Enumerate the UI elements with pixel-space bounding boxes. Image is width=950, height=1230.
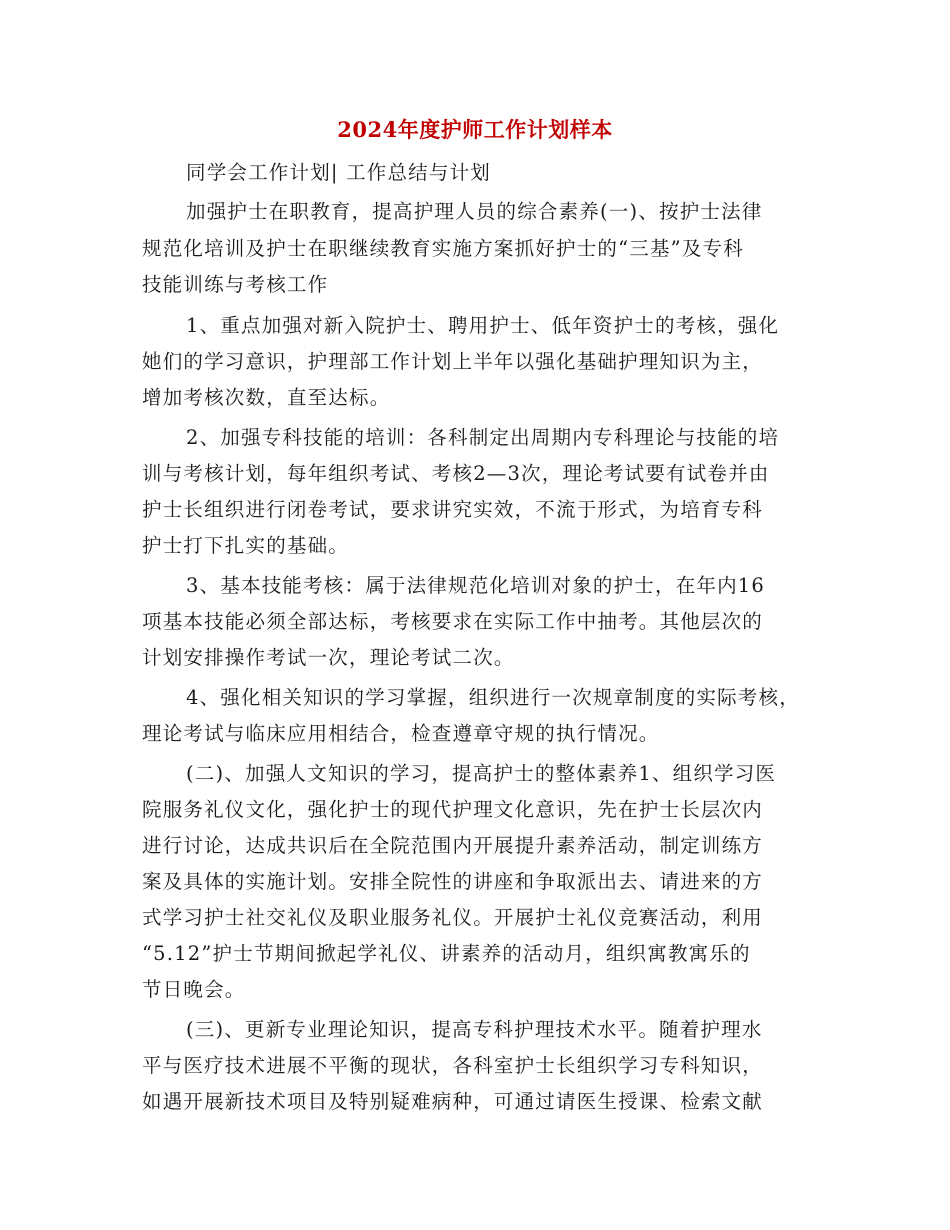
text-line: 2、加强专科技能的培训：各科制定出周期内专科理论与技能的培 — [186, 426, 780, 449]
text-line: 护士长组织进行闭卷考试，要求讲究实效，不流于形式，为培育专科 — [142, 498, 764, 521]
text-line: 院服务礼仪文化，强化护士的现代护理文化意识，先在护士长层次内 — [142, 798, 764, 821]
text-line: 平与医疗技术进展不平衡的现状，各科室护士长组织学习专科知识， — [142, 1054, 764, 1077]
text-line: 护士打下扎实的基础。 — [142, 534, 350, 557]
text-line: 式学习护士社交礼仪及职业服务礼仪。开展护士礼仪竞赛活动，利用 — [142, 906, 764, 929]
text-line: 如遇开展新技术项目及特别疑难病种，可通过请医生授课、检索文献 — [142, 1090, 764, 1113]
text-line: “5.12”护士节期间掀起学礼仪、讲素养的活动月，组织寓教寓乐的 — [142, 942, 751, 965]
text-line: 她们的学习意识，护理部工作计划上半年以强化基础护理知识为主， — [142, 350, 764, 373]
text-line: 1、重点加强对新入院护士、聘用护士、低年资护士的考核，强化 — [186, 314, 780, 337]
text-line: 进行讨论，达成共识后在全院范围内开展提升素养活动，制定训练方 — [142, 834, 764, 857]
text-line: 节日晚会。 — [142, 978, 246, 1001]
text-line: 训与考核计划，每年组织考试、考核2—3次，理论考试要有试卷并由 — [142, 462, 770, 485]
text-line: 3、基本技能考核：属于法律规范化培训对象的护士，在年内16 — [186, 574, 766, 597]
text-line: 规范化培训及护士在职继续教育实施方案抓好护士的“三基”及专科 — [142, 237, 744, 260]
text-line: 项基本技能必须全部达标，考核要求在实际工作中抽考。其他层次的 — [142, 610, 764, 633]
text-line: 加强护士在职教育，提高护理人员的综合素养(一)、按护士法律 — [186, 200, 763, 223]
text-line: 增加考核次数，直至达标。 — [142, 386, 391, 409]
text-line: 技能训练与考核工作 — [142, 273, 329, 296]
text-line: 案及具体的实施计划。安排全院性的讲座和争取派出去、请进来的方 — [142, 870, 764, 893]
text-line: 4、强化相关知识的学习掌握，组织进行一次规章制度的实际考核， — [186, 686, 800, 709]
text-line-category: 同学会工作计划| 工作总结与计划 — [186, 161, 491, 184]
text-line: 理论考试与临床应用相结合，检查遵章守规的执行情况。 — [142, 722, 660, 745]
text-line: (三)、更新专业理论知识，提高专科护理技术水平。随着护理水 — [186, 1018, 763, 1041]
text-line: 计划安排操作考试一次，理论考试二次。 — [142, 646, 515, 669]
text-line: (二)、加强人文知识的学习，提高护士的整体素养1、组织学习医 — [186, 762, 777, 785]
document-title: 2024年度护师工作计划样本 — [337, 117, 613, 142]
